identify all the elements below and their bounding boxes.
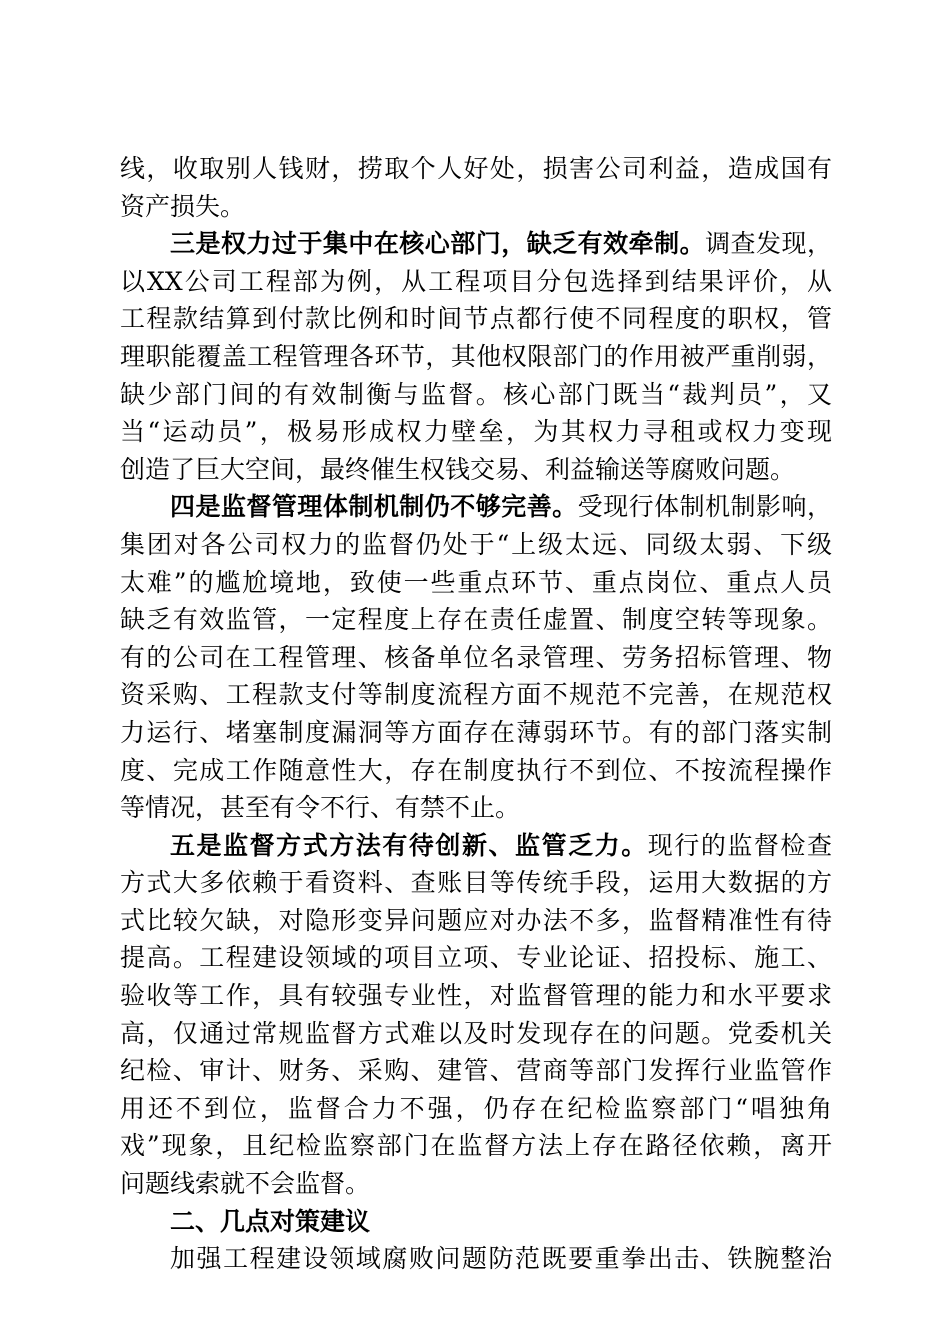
paragraph-first-line xyxy=(120,225,832,263)
text-line: 太难”的尴尬境地，致使一些重点环节、重点岗位、重点人员 xyxy=(120,567,832,597)
text-line: 提高。工程建设领域的项目立项、专业论证、招投标、施工、 xyxy=(120,943,832,973)
text-line: 工程款结算到付款比例和时间节点都行使不同程度的职权，管 xyxy=(120,304,832,334)
text-line: 以XX公司工程部为例，从工程项目分包选择到结果评价，从 xyxy=(120,266,832,296)
text-line: 纪检、审计、财务、采购、建管、营商等部门发挥行业监管作 xyxy=(120,1056,832,1086)
text-line: 资产损失。 xyxy=(120,191,246,221)
text-line: 度、完成工作随意性大，存在制度执行不到位、不按流程操作 xyxy=(120,755,832,785)
text-line: 验收等工作，具有较强专业性，对监督管理的能力和水平要求 xyxy=(120,981,832,1011)
paragraph-first-line xyxy=(120,827,832,865)
text-line: 式比较欠缺，对隐形变异问题应对办法不多，监督精准性有待 xyxy=(120,905,832,935)
document-body xyxy=(120,150,832,1278)
text-line: 有的公司在工程管理、核备单位名录管理、劳务招标管理、物 xyxy=(120,642,832,672)
text-fragment: 现行的监督检查 xyxy=(647,830,832,860)
text-line: 缺乏有效监管，一定程度上存在责任虚置、制度空转等现象。 xyxy=(120,605,832,635)
text-line: 用还不到位，监督合力不强，仍存在纪检监察部门“唱独角 xyxy=(120,1093,832,1123)
text-line: 戏”现象，且纪检监察部门在监督方法上存在路径依赖，离开 xyxy=(120,1131,832,1161)
bold-lead-sentence: 四是监督管理体制机制仍不够完善。 xyxy=(170,492,578,522)
paragraph-first-line xyxy=(120,488,832,526)
text-line: 集团对各公司权力的监督仍处于“上级太远、同级太弱、下级 xyxy=(120,529,832,559)
bold-lead-sentence: 五是监督方式方法有待创新、监管乏力。 xyxy=(170,830,648,860)
text-line: 加强工程建设领域腐败问题防范既要重拳出击、铁腕整治 xyxy=(170,1244,832,1274)
text-line: 当“运动员”，极易形成权力壁垒，为其权力寻租或权力变现 xyxy=(120,417,832,447)
text-line: 高，仅通过常规监督方式难以及时发现存在的问题。党委机关 xyxy=(120,1018,832,1048)
text-line: 力运行、堵塞制度漏洞等方面存在薄弱环节。有的部门落实制 xyxy=(120,717,832,747)
bold-lead-sentence: 三是权力过于集中在核心部门，缺乏有效牵制。 xyxy=(170,229,706,259)
text-line: 创造了巨大空间，最终催生权钱交易、利益输送等腐败问题。 xyxy=(120,454,796,484)
text-line: 等情况，甚至有令不行、有禁不止。 xyxy=(120,793,521,823)
text-line: 资采购、工程款支付等制度流程方面不规范不完善，在规范权 xyxy=(120,680,832,710)
text-line: 问题线索就不会监督。 xyxy=(120,1169,371,1199)
text-line: 理职能覆盖工程管理各环节，其他权限部门的作用被严重削弱， xyxy=(120,341,832,371)
text-fragment: 调查发现， xyxy=(705,229,832,259)
text-line: 线，收取别人钱财，捞取个人好处，损害公司利益，造成国有 xyxy=(120,154,832,183)
text-line: 方式大多依赖于看资料、查账目等传统手段，运用大数据的方 xyxy=(120,868,832,898)
text-fragment: 受现行体制机制影响， xyxy=(577,492,832,522)
section-heading: 二、几点对策建议 xyxy=(170,1206,371,1236)
text-line: 缺少部门间的有效制衡与监督。核心部门既当“裁判员”，又 xyxy=(120,379,832,409)
